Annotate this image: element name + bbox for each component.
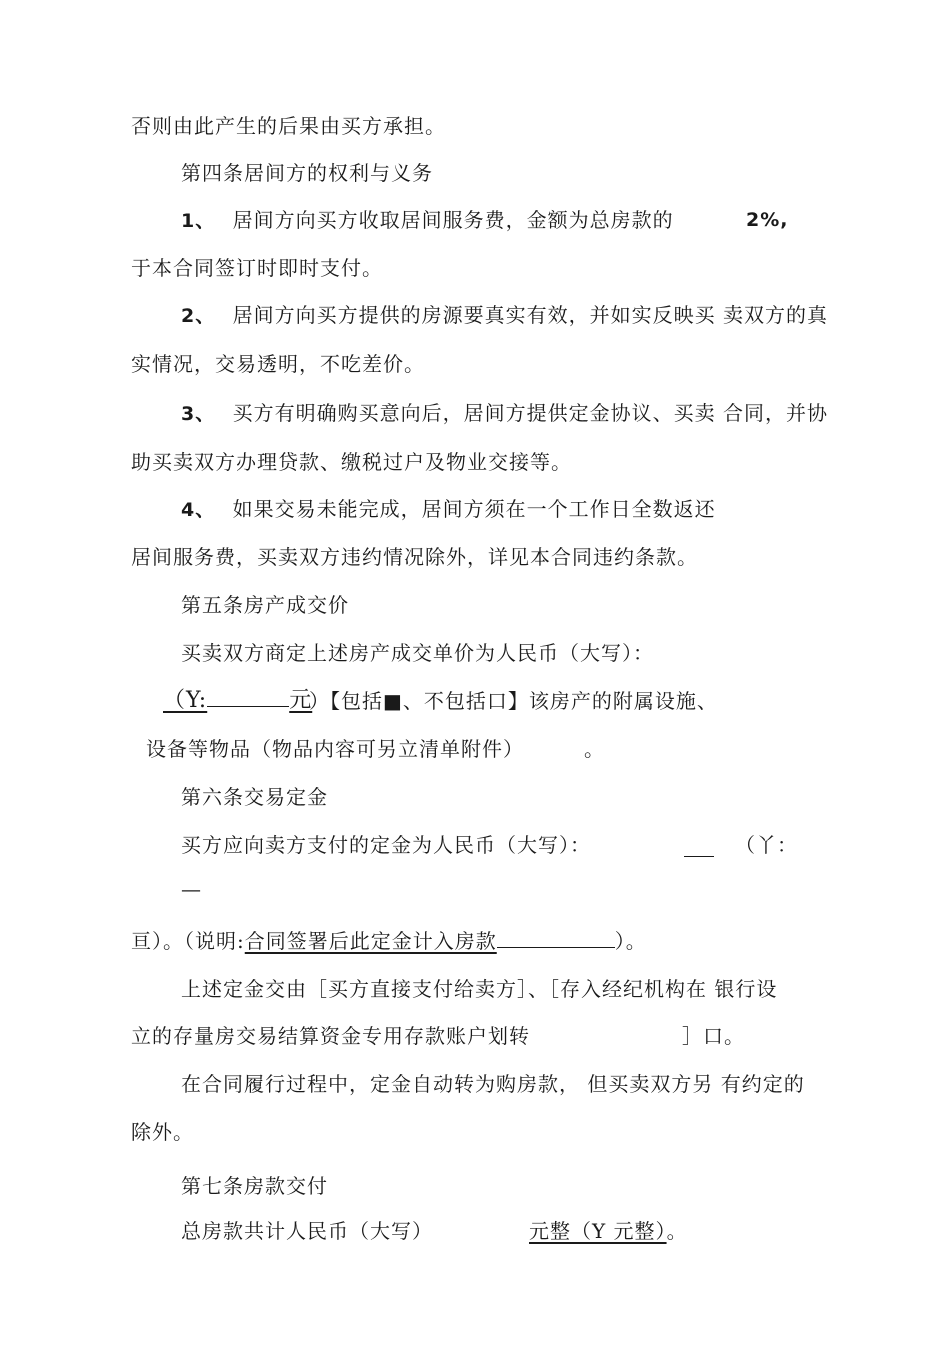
paragraph-line: 。 — [584, 737, 605, 761]
paragraph-line: 否则由此产生的后果由买方承担。 — [131, 114, 446, 138]
item-number: 4、 — [181, 499, 216, 521]
price-blank — [207, 688, 289, 707]
paragraph-line: 在合同履行过程中，定金自动转为购房款， 但买卖双方另 有约定的 — [181, 1072, 805, 1096]
service-fee-rate: 2%, — [746, 209, 789, 231]
total-amount-end: 。 — [666, 1219, 688, 1243]
item-text: 居间方向买方提供的房源要真实有效，并如实反映买 卖双方的真 — [232, 303, 828, 327]
item-text: 如果交易未能完成，居间方须在一个工作日全数返还 — [232, 497, 716, 521]
item-4-line — [181, 496, 716, 523]
item-text: 居间方向买方收取居间服务费，金额为总房款的 — [232, 208, 674, 232]
paragraph-line: 立的存量房交易结算资金专用存款账户划转 — [131, 1024, 530, 1048]
item-number: 3、 — [181, 403, 216, 425]
price-open: （Y: — [163, 688, 208, 713]
price-unit: 元 — [289, 688, 313, 713]
item-1-line — [181, 207, 674, 234]
item-number: 2、 — [181, 305, 216, 327]
total-amount-underlined: 元整（Y 元整） — [529, 1219, 667, 1243]
price-line — [163, 688, 312, 714]
paragraph-line: 总房款共计人民币（大写） — [181, 1219, 433, 1243]
paragraph-line: — — [181, 877, 202, 901]
note-underlined: 合同签署后此定金计入房款 — [244, 929, 497, 953]
paragraph-line: 居间服务费，买卖双方违约情况除外，详见本合同违约条款。 — [131, 545, 698, 569]
note-blank — [497, 929, 615, 948]
paragraph-line: （丫： — [735, 833, 798, 857]
article-7-title: 第七条房款交付 — [181, 1174, 328, 1198]
item-number: 1、 — [181, 210, 216, 232]
paragraph-line: 买卖双方商定上述房产成交单价为人民币（大写）： — [181, 641, 654, 665]
paragraph-line: 买方应向卖方支付的定金为人民币（大写）： — [181, 833, 591, 857]
paragraph-line: 上述定金交由［买方直接支付给卖方］、［存入经纪机构在 银行设 — [181, 977, 778, 1001]
deposit-note-line — [131, 928, 647, 954]
paragraph-line: ］口。 — [682, 1024, 745, 1048]
paragraph-line: 助买卖双方办理贷款、缴税过户及物业交接等。 — [131, 450, 572, 474]
paragraph-line: ）【包括■、不包括口】该房产的附属设施、 — [309, 689, 718, 713]
deposit-blank — [684, 838, 714, 857]
paragraph-line: 于本合同签订时即时支付。 — [131, 256, 383, 280]
paragraph-line: 设备等物品（物品内容可另立清单附件） — [146, 737, 524, 761]
total-amount-line — [529, 1218, 688, 1244]
paragraph-line: 实情况，交易透明，不吃差价。 — [131, 352, 425, 376]
paragraph-line: 除外。 — [131, 1120, 194, 1144]
article-4-title: 第四条居间方的权利与义务 — [181, 161, 433, 185]
article-5-title: 第五条房产成交价 — [181, 593, 349, 617]
note-start: 亘）。（说明: — [131, 929, 245, 953]
item-text: 买方有明确购买意向后，居间方提供定金协议、买卖 合同，并协 — [232, 401, 828, 425]
article-6-title: 第六条交易定金 — [181, 785, 328, 809]
item-3-line — [181, 400, 828, 427]
note-end: ）。 — [614, 929, 647, 953]
item-2-line — [181, 302, 828, 329]
